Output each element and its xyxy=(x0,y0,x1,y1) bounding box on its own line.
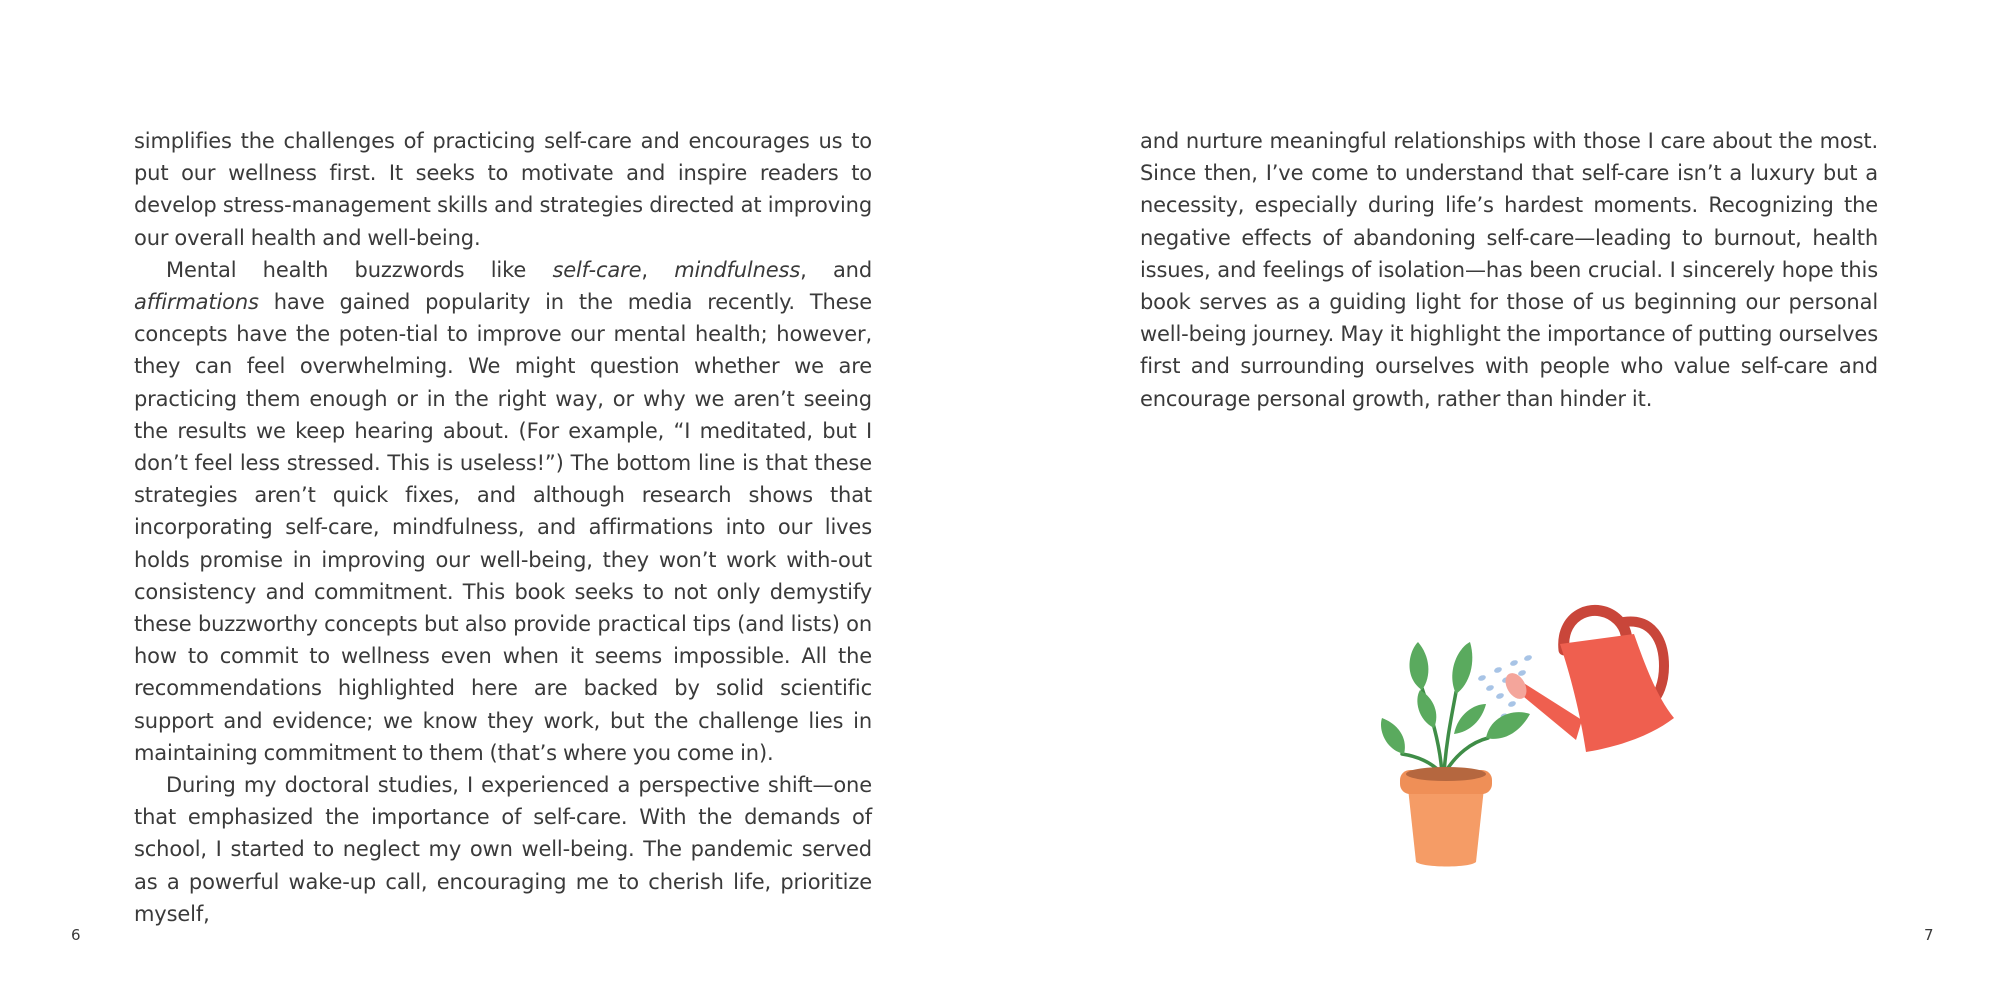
plant-soil xyxy=(1406,767,1486,781)
watering-can-plant-illustration xyxy=(1372,592,1692,872)
plant-leaf xyxy=(1486,712,1530,739)
page-number-right: 7 xyxy=(1924,926,1934,944)
text-run: and nurture meaningful relationships with those I care about the most. Since then, I’ve come to understand that self-care isn’t a luxury but a necessity, especially during life’s hardest moments. Recognizing the negative effects of abandoning self-care—leading to burnout, health issues, and feelings of isolation—has been crucial. I sincerely hope this book serves as a guiding light for those of us beginning our personal well-being journey. May it highlight the importance of putting ourselves first and surrounding ourselves with people who value self-care and encourage personal growth, rather than hinder it. xyxy=(1140,129,1878,411)
watering-can-spout xyxy=(1518,682,1582,740)
body-paragraph xyxy=(134,125,872,254)
body-paragraph xyxy=(134,769,872,930)
plant-pot xyxy=(1408,788,1484,867)
watering-can-plant-svg xyxy=(1372,592,1692,872)
right-page-body-text xyxy=(1140,125,1878,415)
page-number-left: 6 xyxy=(71,926,81,944)
text-run: , xyxy=(641,257,675,282)
plant-leaf xyxy=(1381,718,1405,754)
text-run: Mental health buzzwords like xyxy=(166,257,553,282)
plant-leaf xyxy=(1417,690,1436,728)
left-page-body-text xyxy=(134,125,872,930)
italic-term: affirmations xyxy=(134,290,259,315)
italic-term: mindfulness xyxy=(674,257,801,282)
right-page xyxy=(1000,0,2000,999)
plant-leaf xyxy=(1410,642,1429,690)
watering-can xyxy=(1501,610,1674,752)
body-paragraph xyxy=(134,254,872,769)
plant-leaf xyxy=(1452,642,1472,694)
text-run: , and xyxy=(800,257,873,282)
text-run: have gained popularity in the media recently. These concepts have the poten-tial to improve our mental health; however, they can feel overwhelming. We might question whether we are practicing them enough or in the right way, or why we aren’t seeing the results we keep hearing about. (For example, “I meditated, but I don’t feel less stressed. This is useless!”) The bottom line is that these strategies aren’t quick fixes, and although research shows that incorporating self-care, mindfulness, and affirmations into our lives holds promise in improving our well-being, they won’t work with-out consistency and commitment. This book seeks to not only demystify these buzzworthy concepts but also provide practical tips (and lists) on how to commit to wellness even when it seems impossible. All the recommendations highlighted here are backed by solid scientific support and evidence; we know they work, but the challenge lies in maintaining commitment to them (that’s where you come in). xyxy=(134,290,872,765)
text-run: simplifies the challenges of practicing self-care and encourages us to put our wellness first. It seeks to motivate and inspire readers to develop stress-management skills and strategies directed at improving our overall health and well-being. xyxy=(134,129,872,250)
plant-leaf xyxy=(1454,704,1486,734)
text-run: During my doctoral studies, I experienced a perspective shift—one that emphasized the importance of self-care. With the demands of school, I started to neglect my own well-being. The pandemic served as a powerful wake-up call, encouraging me to cherish life, prioritize myself, xyxy=(134,773,872,926)
body-paragraph xyxy=(1140,125,1878,415)
italic-term: self-care xyxy=(552,257,642,282)
